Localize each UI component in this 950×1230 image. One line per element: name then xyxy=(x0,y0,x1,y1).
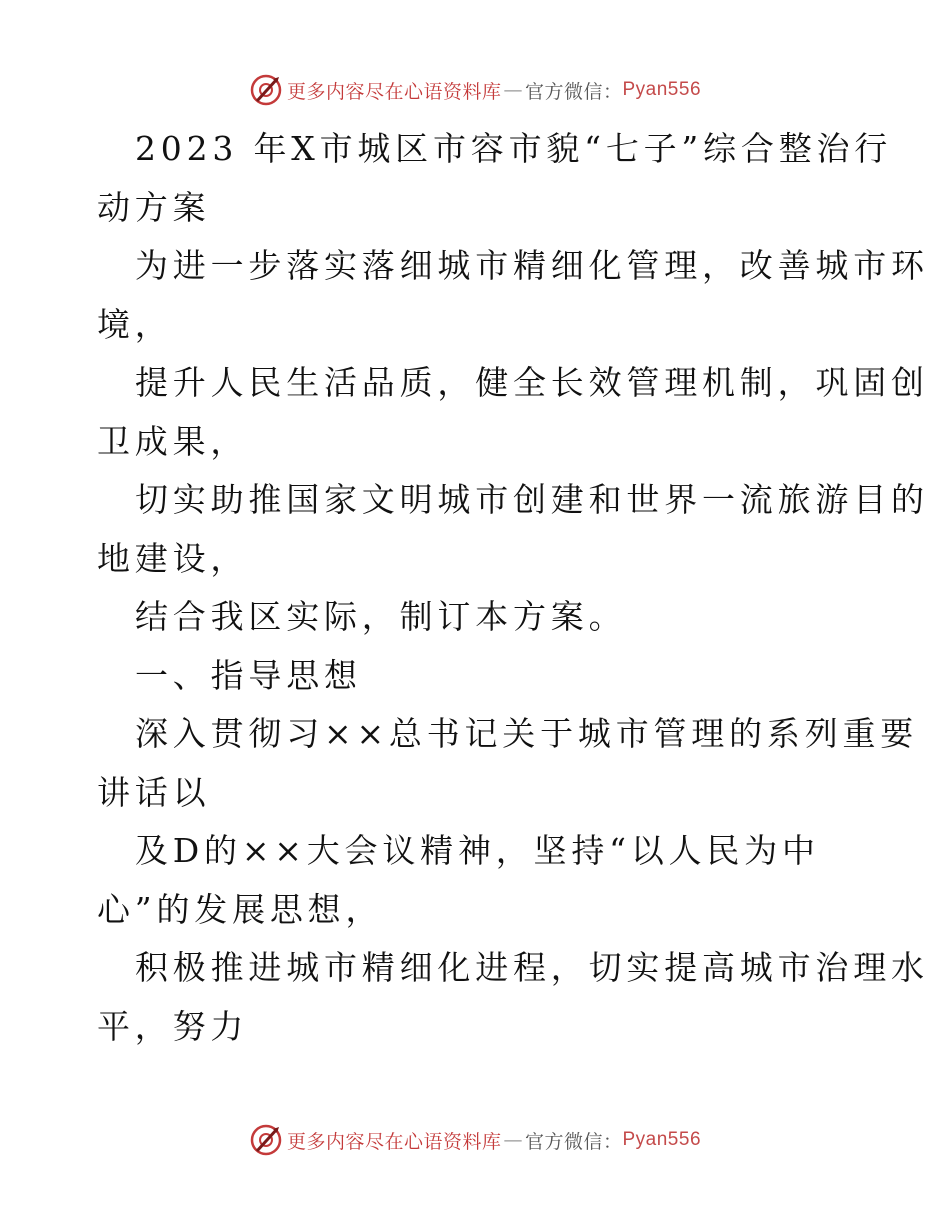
doc-paragraph-line: 结合我区实际，制订本方案。 xyxy=(135,597,627,636)
banner-account: Pyan556 xyxy=(622,1129,702,1150)
banner-dash: — xyxy=(503,79,523,101)
doc-paragraph-line: 为进一步落实落细城市精细化管理，改善城市环 xyxy=(135,246,929,285)
doc-paragraph-line: 讲话以 xyxy=(97,772,211,812)
banner-dash: — xyxy=(503,1129,523,1151)
doc-paragraph-line: 平，努力 xyxy=(97,1006,249,1046)
doc-paragraph-line: 积极推进城市精细化进程，切实提高城市治理水 xyxy=(135,948,929,987)
brand-logo-icon xyxy=(249,1123,283,1157)
header-banner xyxy=(0,70,950,110)
doc-paragraph-line: 心”的发展思想， xyxy=(97,889,384,929)
banner-account: Pyan556 xyxy=(622,79,702,100)
banner-wechat-label: 官方微信： xyxy=(524,1130,623,1153)
doc-paragraph-line: 及D的××大会议精神，坚持“以人民为中 xyxy=(135,831,820,870)
doc-paragraph-line: 卫成果， xyxy=(97,421,249,461)
doc-paragraph-line: 切实助推国家文明城市创建和世界一流旅游目的 xyxy=(135,480,929,519)
section-heading: 一、指导思想 xyxy=(135,655,362,695)
banner-text: 更多内容尽在心语资料库 xyxy=(286,80,502,103)
doc-paragraph-line: 提升人民生活品质，健全长效管理机制，巩固创 xyxy=(135,363,929,402)
banner-text: 更多内容尽在心语资料库 xyxy=(286,1130,502,1153)
doc-paragraph-line: 境， xyxy=(97,304,173,344)
doc-title-line-1: 2023 年X市城区市容市貌“七子”综合整治行 xyxy=(135,129,893,168)
doc-paragraph-line: 深入贯彻习××总书记关于城市管理的系列重要 xyxy=(135,714,919,753)
doc-title-line-2: 动方案 xyxy=(97,187,211,227)
footer-banner xyxy=(0,1120,950,1160)
doc-paragraph-line: 地建设， xyxy=(97,538,249,578)
banner-wechat-label: 官方微信： xyxy=(524,80,623,103)
brand-logo-icon xyxy=(249,73,283,107)
document-body xyxy=(97,120,929,1056)
